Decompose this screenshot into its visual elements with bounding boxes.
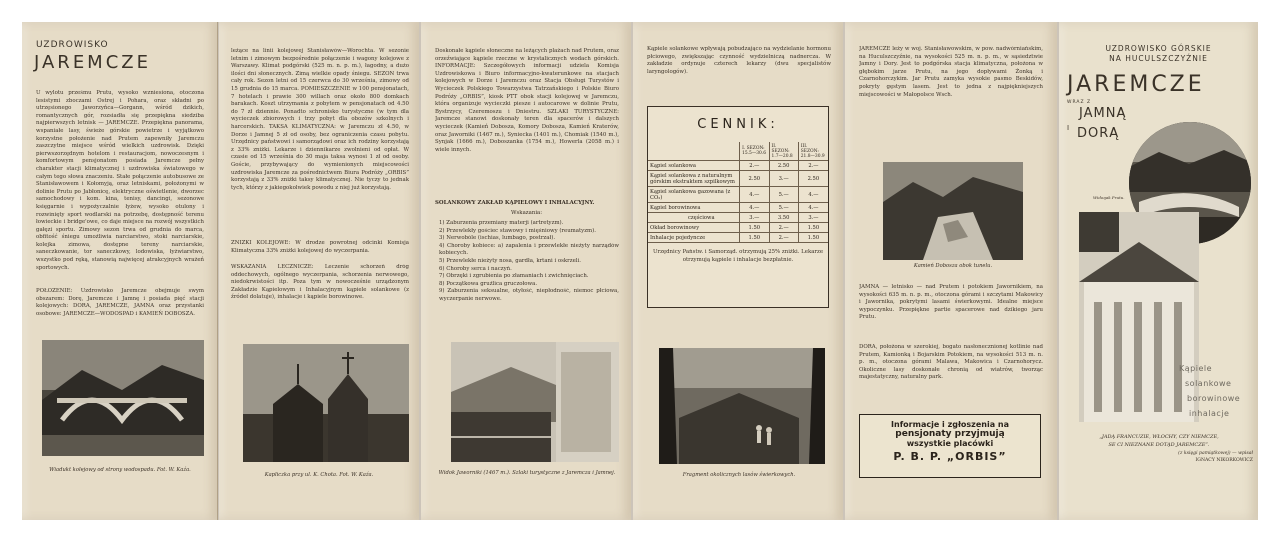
- cover-kapiele-2: solankowe: [1185, 379, 1232, 388]
- cover-subtitle-2: NA HUCULSZCZYŹNIE: [1109, 54, 1208, 63]
- indication-item: 7) Obrzęki i zgrubienia po złamaniach i zwichnięciach.: [439, 273, 589, 280]
- price-cell: 4.—: [740, 187, 769, 203]
- price-row-name: Kąpiel borowinowa: [648, 203, 740, 213]
- price-cell: 4.—: [740, 203, 769, 213]
- cover-quote-1: „JADĄ FRANCUZIE, WŁOCHY, CZY NIEMCZE,: [1099, 434, 1219, 440]
- indication-item: 6) Choroby serca i naczyń.: [439, 265, 512, 272]
- price-row-name: Okład borowinowy: [648, 223, 740, 233]
- cover-kapiele-3: borowinowe: [1187, 394, 1241, 403]
- chapel-photo: [243, 344, 409, 462]
- brochure-sheet: [22, 22, 1258, 520]
- price-cell: 1.50: [740, 233, 769, 243]
- panel-1: [22, 22, 218, 520]
- ad-line-4: P. B. P. „ORBIS”: [893, 450, 1007, 463]
- cover-panel: [1059, 22, 1258, 520]
- jawornik-photo: [451, 342, 619, 462]
- price-cell: 3.—: [769, 171, 798, 187]
- panel4-body: Kąpiele solankowe wpływają pobudzająco na wydzielanie hormonu płciowego, zwiększając czynność wydzielniczą nadnercza. W zakładzie ordynuje czterech lekarzy (dwu specjalistów laryngologów).: [647, 46, 831, 75]
- price-row-name: częściowa: [648, 213, 740, 223]
- price-row: [648, 233, 828, 243]
- indication-item: 9) Zaburzenia seksualne, otyłość, niepłodność, niemoc płciowa, wyczerpanie nerwowe.: [439, 288, 619, 302]
- viaduct-photo: [42, 340, 204, 456]
- price-cell: 4.—: [798, 187, 828, 203]
- cover-subtitle-1: UZDROWISKO GÓRSKIE: [1105, 44, 1212, 53]
- orbis-ad-box: [859, 414, 1041, 478]
- price-row-name: Kąpiel solankowa z naturalnym górskim ekstraktem szpilkowym: [648, 171, 740, 187]
- price-cell: 2.—: [769, 233, 798, 243]
- panel1-title-small: UZDROWISKO: [36, 40, 109, 50]
- panel2-caption: Kapliczka przy ul. K. Chota. Fot. W. Kaźa.: [264, 472, 374, 478]
- price-row-name: Kąpiel solankowa gazowana (z CO₂): [648, 187, 740, 203]
- panel5-caption: Kamień Dobosza obok tunelu.: [913, 263, 993, 269]
- panel4-caption: Fragment okolicznych lasów świerkowych.: [682, 472, 796, 478]
- cover-quote-4: IGNACY NIKORKOWICZ: [1195, 458, 1253, 463]
- price-row-name: Kąpiel solankowa: [648, 161, 740, 171]
- zaklad-title: SOLANKOWY ZAKŁAD KĄPIELOWY I INHALACYJNY.: [435, 200, 595, 206]
- price-cell: 4.—: [798, 203, 828, 213]
- panel2-indications: WSKAZANIA LECZNICZE: Leczenie schorzeń dróg oddechowych, ogólnego wyczerpania, schorzenia nerwowego, niedokrwistości itp. Poza tym w nowocześnie urządzonym Zakładzie Kąpielowym i Inhalacyjnym kąpiele solankowe (z źródeł dolatuje), inhalacje i kąpiele borowinowe.: [231, 264, 409, 301]
- price-row: [648, 187, 828, 203]
- panel1-caption: Wiadukt kolejowy od strony wodospadu. Fot. W. Kaźa.: [49, 467, 191, 473]
- ad-line-1: Informacje i zgłoszenia na: [891, 420, 1009, 429]
- price-cell: 5.—: [769, 203, 798, 213]
- season-header: III. SEZON: 21.8—30.9: [798, 142, 828, 161]
- price-cell: 3.—: [740, 213, 769, 223]
- cover-jamna: JAMNĄ: [1079, 106, 1127, 121]
- price-row: [648, 223, 828, 233]
- panel-3: [421, 22, 631, 520]
- price-row: [648, 161, 828, 171]
- season-header: II. SEZON: 1.7—20.8: [769, 142, 798, 161]
- cover-kapiele-1: Kąpiele: [1179, 364, 1213, 373]
- indication-item: 1) Zaburzenia przemiany materji (artretyzm).: [439, 220, 564, 226]
- price-cell: 1.50: [798, 223, 828, 233]
- dora-text: DORA, położona w szerokiej, bogato nasłonecznionej kotlinie nad Prutem, Kamionką i Bojarskim Potokiem, na wysokości 513 m. n. p. m., otoczona górami Malawa, Makowica i Czarnohorycz. Okoliczne lasy doskonałe chronią od wiatrów, tworząc majestatyczny, naturalny park.: [859, 344, 1043, 381]
- cover-kapiele-4: inhalacje: [1189, 409, 1230, 418]
- price-cell: 2.50: [769, 161, 798, 171]
- indication-item: 5) Przewlekłe nieżyty nosa, gardła, krtani i oskrzeli.: [439, 257, 581, 264]
- ad-line-2: pensjonaty przyjmują: [895, 429, 1005, 439]
- price-table: [648, 142, 828, 243]
- price-cell: 3.—: [798, 213, 828, 223]
- panel2-discounts: ZNIŻKI KOLEJOWE: W drodze powrotnej odcinki Komisja Klimatyczna 33% zniżki kolejowej do wyczerpania.: [231, 240, 409, 254]
- price-note: Urzędnicy Państw. i Samorząd. otrzymują 25% zniżki. Lekarze otrzymują kąpiele i inhalacje bezpłatnie.: [652, 249, 824, 263]
- price-list-box: [647, 106, 829, 308]
- panel1-body: U wylotu prześmu Prutu, wysoko wzniesiona, otoczona lesistymi zboczami Ostrej i Pohara, oraz składni po utrzęsionego Jaworzyńca—Gorgann, wśród dzikich, romantycznych gór, rozsiadła się przepiękna siedziba najpierwszych letnisk — JAREMCZE. Przepiękna panorama, wspaniałe lasy, świeże górskie powietrze i wyjątkowo korzystne położenie nad Prutem zapewniły Jaremczu zaszczytne miejsce wśród wielkich uzdrowisk. Dzięki pierwszorzędnym hotelom i restauracjom, nowoczesnym i komfortowym pensjonatom posiada Jaremcze pełny charakter stacji klimatycznej i uzdrowiska światowego w całym tego słowa znaczeniu. Stałe połączenie autobusowe ze Stanisławowem i Kołomyją, oraz letniskami, położonymi w dolinie Prutu po Jabłonicę, elektryczne oświetlenie, dworzec samochodowy i kom. kina, tenisy, dancingi, sezonowe księgarnie i wypożyczalnie łyżew, wysoko otulony i rozwinięty sport wodlarski na potrzebę, dostępność terenu łowieckie i bridge'owe, co daje miejsce na rozwój wszystkich gałęzi sportu. Zimowy sezon trwa od grudnia do marca, obfitość śniegu umożliwia narciarstwo, stoki narciarskie, kolejka zimowa, dostępne tereny narciarskie, saneczkowanie, tor saneczkowy, lodowiska, łyżwiarstwo, wszystko pod ręką, stanowią najwięcej atrakcyjnych wrażeń sportowych.: [36, 90, 204, 271]
- indication-item: 8) Początkowa gruźlica gruczołowa.: [439, 280, 538, 287]
- cover-quote-3: (z księgi pamiątkowej) — wpisał: [1178, 451, 1253, 456]
- panel3-caption: Widok Jaworniki (1467 m.). Szlaki turystyczne z Jaremcza i Jamnej.: [438, 470, 616, 476]
- price-row: [648, 203, 828, 213]
- panel3-body: Doskonałe kąpiele słoneczne na leżących plażach nad Prutem, oraz orzeźwiające kąpiele rzeczne w krystalicznych wodach górskich. INFORMACJE: Szczegółowych informacji udziela Komisja Uzdrowiskowa i Biuro informacyjno-kwaterunkowe na stacjach kolejowych w Dorze i Jaremczu oraz Stacja Obsługi Turystów i Wycieczek Polskiego Towarzystwa Tatrzańskiego i Polskie Biuro Podróży „ORBIS”, kiosk PTT obok stacji kolejowej w Jaremczu, która organizuje wycieczki piesze i autocarowe w dolinie Prutu, Bystrzycy, Czeremoszu i Dniestru. SZLAKI TURYSTYCZNE: Jaremcze stanowi doskonały teren dla spacerów i dalszych wycieczek (Kamień Dobosza, Komory Dobosza, Kamień Kraterów, oraz Jaworniki (1467 m.), Syniecka (1401 m.), Chomiak (1540 m.), Synjak (1666 m.), Doboszanka (1754 m.), Howerla (2058 m.) i wiele innych.: [435, 48, 619, 153]
- price-cell: 5.—: [769, 187, 798, 203]
- cennik-title: CENNIK:: [697, 117, 779, 132]
- forest-photo: [659, 348, 825, 464]
- cover-wraz: WRAZ Z: [1067, 100, 1092, 105]
- price-cell: 2.50: [740, 171, 769, 187]
- cover-quote-2: SE CI NIEZNANE DOTĄD JAREMCZE”.: [1108, 442, 1210, 448]
- indication-item: 2) Przewlekły gościec stawowy i mięśniowy (reumatyzm).: [439, 227, 596, 234]
- cover-dora: DORĄ: [1077, 126, 1120, 141]
- panel1-title-big: JAREMCZE: [34, 52, 151, 73]
- price-cell: 2.—: [798, 161, 828, 171]
- price-row: [648, 213, 828, 223]
- panel5-body: JAREMCZE leży w woj. Stanisławowskim, w pow. nadwórniańskim, na Huculszczyźnie, na wysokości 525 m. n. p. m., w sąsiedztwie Jamny i Dory. Jest to podgórska stacja klimatyczna, położona w głębokim jarze Prutu, na jego dopływami Żonką i Czarnohorczykim. Jar Prutu zamyka wysokie pasmo Beskidów, pokryty gęstym lasem. Jest to jedna z najpiękniejszych miejscowości w Małopolsce Wsch.: [859, 46, 1043, 98]
- price-cell: 2.50: [798, 171, 828, 187]
- price-cell: 1.50: [740, 223, 769, 233]
- kamien-dobosza-photo: [883, 162, 1023, 260]
- panel-4: [633, 22, 843, 520]
- price-row: [648, 171, 828, 187]
- cover-building-photo: [1079, 212, 1199, 422]
- ad-line-3: wszystkie placówki: [906, 439, 994, 448]
- panel-5: [845, 22, 1057, 520]
- indications-list: [439, 220, 619, 304]
- panel2-body: leżące na linii kolejowej Stanisławów—Worochta. W sezonie letnim i zimowym bezpośrednie połączenie i wagony kolejowe z Warszawy. Klimat podgórski (525 m. n. p. m.), łagodny, a dużo ilości dni słonecznych. Zimą wielkie opady śniegu. SEZON trwa cały rok. Sezon letni od 15 czerwca do 30 września, zimowy od 15 grudnia do 15 marca. POMIESZCZENIE w 100 pensjonatach, 7 hotelach i prawie 300 willach oraz około 800 domkach barakach. Koszt utrzymania z pobytem w pensjonatach od 4.50 do 7 zł dziennie. Ponadto schronisko turystyczne (w tym dla wycieczek zbiorowych i trzy pobyt dla obozów szkolnych i harcerskich. TAKSA KLIMATYCZNA: w Jaremczu zł 4.50, w Dorze i Jamnej 5 zł od osoby, bez ograniczenia czasu pobytu. Urzędnicy państwowi i samorządowi oraz ich rodziny korzystają z 33% zniżki. Lekarze i dziennikarze zwolnieni od opłat. W czasie od 15 września do 30 maja taksa wynosi 1 zł od osoby. Goście, przybywający do wymienionych miejscowości uzdrowiska Jaremcze za pośrednictwem Biura Podróży „ORBIS” korzystają z 33% zniżki taksy klimatycznej. Nie tyczy to jednak tych, którzy z jakiegokolwiek powodu z niej już korzystają.: [231, 48, 409, 191]
- wskazania-label: Wskazania:: [511, 210, 543, 216]
- cover-photo-caption: Widoqak Prutu.: [1093, 195, 1125, 200]
- season-header: I. SEZON: 15.5—30.6: [740, 142, 769, 161]
- indication-item: 3) Nerwobóle (ischias, lumbago, postrzał).: [439, 235, 556, 242]
- jamna-text: JAMNA — letnisko — nad Prutem i potokiem Jawornikiem, na wysokości 635 m. n. p. m., otoczona górami i szczytami Makowicy i Jawornika, pokrytymi lasami świerkowymi. Idealne miejsce wypoczynku. Przepiękne partie spacerowe nad dzikiego jaru Prutu.: [859, 284, 1043, 321]
- indication-item: 4) Choroby kobiece: a) zapalenia i przewlekłe nieżyty narządów kobiecych.: [439, 242, 619, 257]
- price-cell: 2.—: [740, 161, 769, 171]
- price-cell: 2.—: [769, 223, 798, 233]
- panel-2: [219, 22, 419, 520]
- price-cell: 1.50: [798, 233, 828, 243]
- price-row-name: Inhalacje pojedyncze: [648, 233, 740, 243]
- cover-i: I: [1067, 124, 1071, 132]
- price-cell: 3.50: [769, 213, 798, 223]
- cover-title: JAREMCZE: [1067, 72, 1205, 97]
- panel1-location: POŁOŻENIE: Uzdrowisko Jaremcze obejmuje swym obszarem: Dorę, Jaremcze i Jamnę i posiada pięć stacji kolejowych: DORA, JAREMCZE, JAMNA oraz przystanki osobowe: JAREMCZE—WODOSPAD i KAMIEŃ DOBOSZA.: [36, 288, 204, 317]
